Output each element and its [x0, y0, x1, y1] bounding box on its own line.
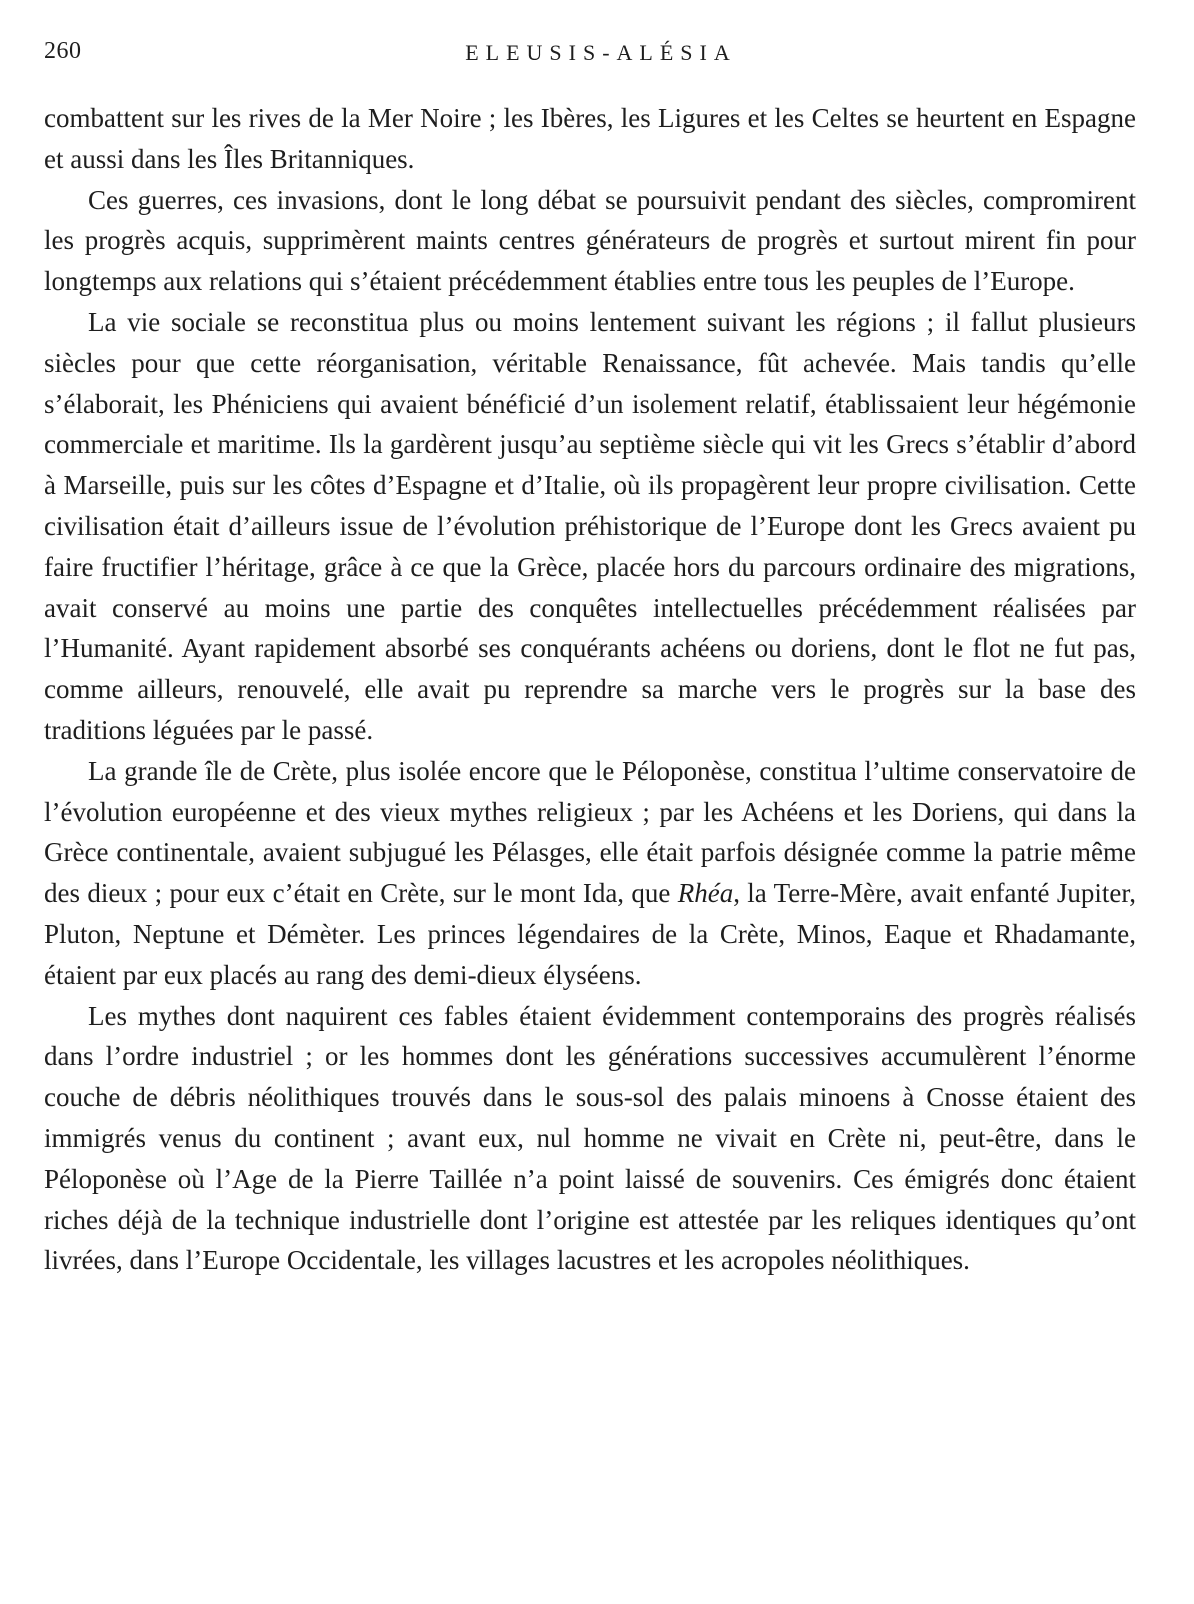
paragraph [44, 751, 1136, 996]
text-run: Les mythes dont naquirent ces fables étaient évidemment contemporains des progrès réalisés dans l’ordre industriel ; or les hommes dont les générations successives accumulèrent l’énorme couche de débris néolithiques trouvés dans le sous-sol des palais minoens à Cnosse étaient des immigrés venus du continent ; avant eux, nul homme ne vivait en Crète ni, peut-être, dans le Péloponèse où l’Age de la Pierre Taillée n’a point laissé de souvenirs. Ces émigrés donc étaient riches déjà de la technique industrielle dont l’origine est attestée par les reliques identiques qu’ont livrées, dans l’Europe Occidentale, les villages lacustres et les acropoles néolithiques. [44, 1000, 1136, 1276]
running-title: ELEUSIS-ALÉSIA [465, 40, 737, 65]
text-run: combattent sur les rives de la Mer Noire ; les Ibères, les Ligures et les Celtes se heurtent en Espagne et aussi dans les Îles Britanniques. [44, 103, 1136, 174]
page-header [44, 38, 1136, 78]
paragraph [44, 996, 1136, 1282]
text-run: La vie sociale se reconstitua plus ou moins lentement suivant les régions ; il fallut plusieurs siècles pour que cette réorganisation, véritable Renaissance, fût achevée. Mais tandis qu’elle s’élaborait, les Phéniciens qui avaient bénéficié d’un isolement relatif, établissaient leur hégémonie commerciale et maritime. Ils la gardèrent jusqu’au septième siècle qui vit les Grecs s’établir d’abord à Marseille, puis sur les côtes d’Espagne et d’Italie, où ils propagèrent leur propre civilisation. Cette civilisation était d’ailleurs issue de l’évolution préhistorique de l’Europe dont les Grecs avaient pu faire fructifier l’héritage, grâce à ce que la Grèce, placée hors du parcours ordinaire des migrations, avait conservé au moins une partie des conquêtes intellectuelles précédemment réalisées par l’Humanité. Ayant rapidement absorbé ses conquérants achéens ou doriens, dont le flot ne fut pas, comme ailleurs, renouvelé, elle avait pu reprendre sa marche vers le progrès sur la base des traditions léguées par le passé. [44, 306, 1136, 745]
paragraph [44, 180, 1136, 302]
body-text [44, 98, 1136, 1281]
italic-name: Rhéa [677, 878, 734, 909]
paragraph [44, 98, 1136, 180]
text-run: Ces guerres, ces invasions, dont le long débat se poursuivit pendant des siècles, compromirent les progrès acquis, supprimèrent maints centres générateurs de progrès et surtout mirent fin pour longtemps aux relations qui s’étaient précédemment établies entre tous les peuples de l’Europe. [44, 184, 1136, 297]
text-run: , la Terre-Mère, avait enfanté Jupiter, Pluton, Neptune et Démèter. Les princes légendaires de la Crète, Minos, Eaque et Rhadamante, étaient par eux placés au rang des demi-dieux élyséens. [44, 878, 1136, 990]
text-run: La grande île de Crète, plus isolée encore que le Péloponèse, constitua l’ultime conservatoire de l’évolution européenne et des vieux mythes religieux ; par les Achéens et les Doriens, qui dans la Grèce continentale, avaient subjugué les Pélasges, elle était parfois désignée comme la patrie même des dieux ; pour eux c’était en Crète, sur le mont Ida, que [44, 755, 1136, 909]
paragraph [44, 302, 1136, 751]
page-number: 260 [44, 38, 82, 64]
book-page [44, 38, 1136, 1281]
